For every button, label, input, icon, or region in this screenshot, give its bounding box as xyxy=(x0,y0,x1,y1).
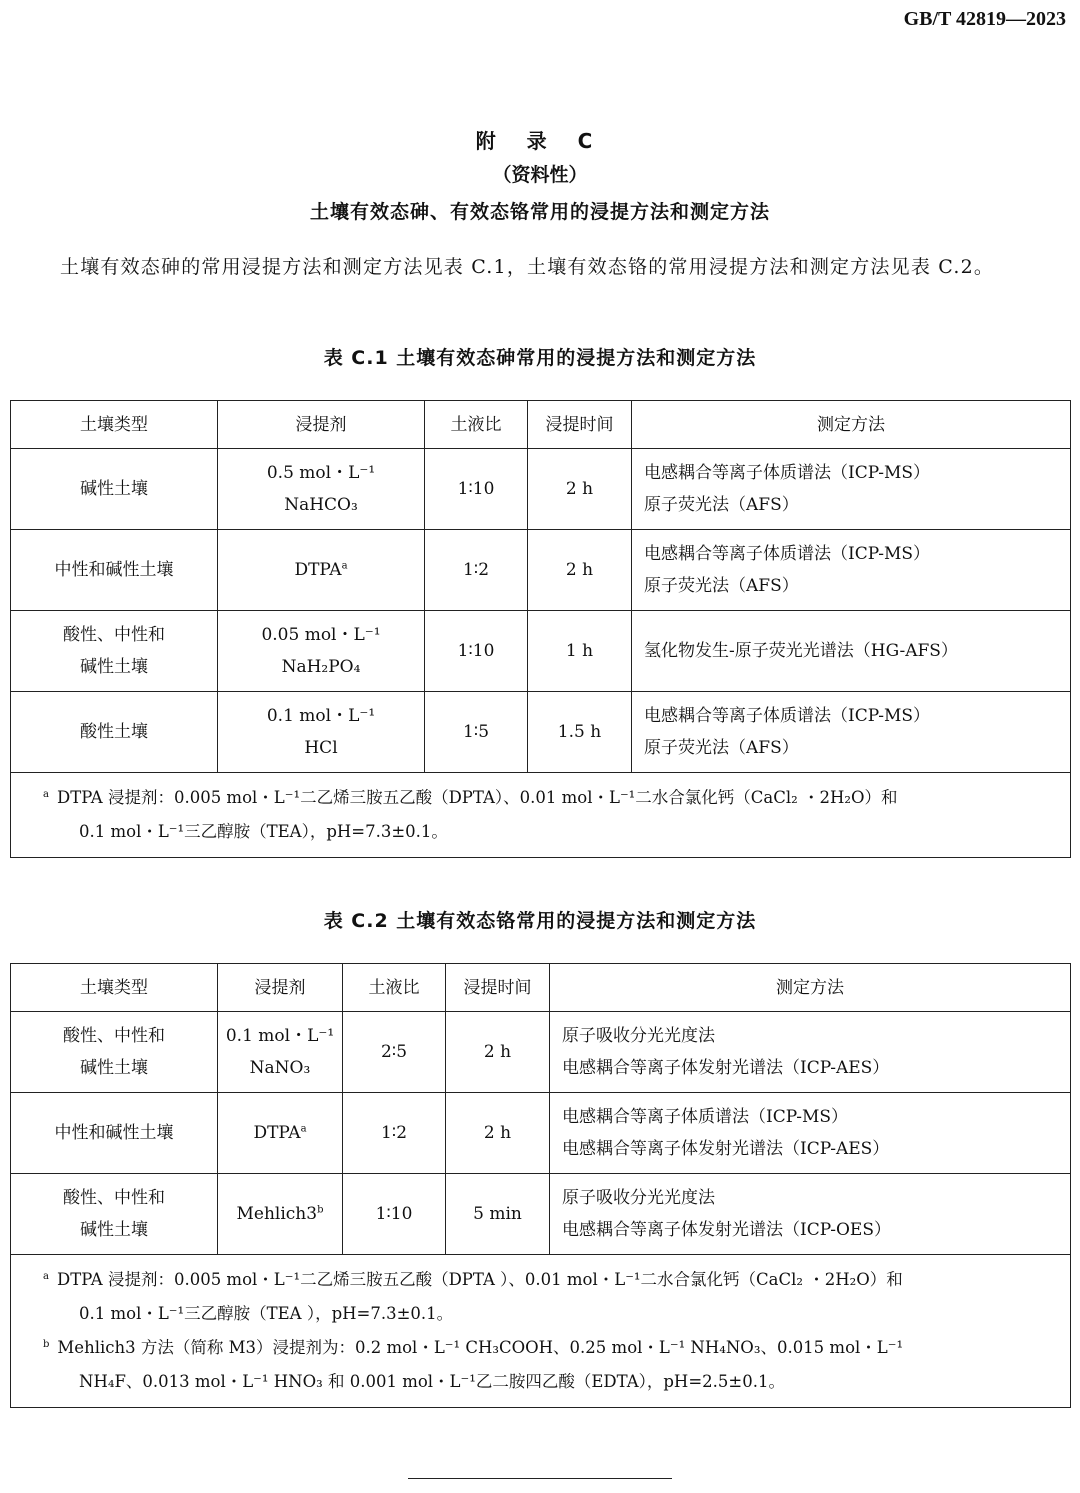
cell-ratio: 1∶2 xyxy=(425,530,528,611)
cell-extractant xyxy=(218,530,425,611)
soil-type-line: 碱性土壤 xyxy=(80,1220,148,1240)
cell-extractant xyxy=(218,1174,343,1255)
extractant-line xyxy=(224,1020,336,1052)
soil-type-line: 酸性土壤 xyxy=(80,722,148,742)
cell-methods xyxy=(632,611,1071,692)
extractant-line xyxy=(224,1052,336,1084)
note-line xyxy=(61,1365,1058,1399)
method-line: 电感耦合等离子体质谱法（ICP-MS） xyxy=(644,463,931,483)
annex-title-block xyxy=(0,124,1080,232)
extractant-line xyxy=(224,489,418,521)
soil-type-line: 碱性土壤 xyxy=(80,1058,148,1078)
table-notes-row xyxy=(11,1255,1071,1408)
footnote-mark: b xyxy=(43,1338,50,1350)
method-line: 电感耦合等离子体发射光谱法（ICP-AES） xyxy=(562,1058,890,1078)
note-line xyxy=(61,1297,1058,1331)
annex-type: （资料性） xyxy=(492,164,588,186)
note-text: 0.1 mol・L⁻¹三乙醇胺（TEA ），pH=7.3±0.1。 xyxy=(79,1304,454,1323)
cell-ratio: 1∶10 xyxy=(343,1174,446,1255)
table-row xyxy=(11,1174,1071,1255)
cell-methods xyxy=(550,1093,1071,1174)
column-header: 土液比 xyxy=(425,401,528,449)
extractant-line xyxy=(224,1117,336,1149)
extractant-line xyxy=(224,619,418,651)
note-text: DTPA 浸提剂：0.005 mol・L⁻¹二乙烯三胺五乙酸（DPTA）、0.01 mol・L⁻¹二水合氯化钙（CaCl₂ ・2H₂O）和 xyxy=(56,788,898,807)
column-header: 土壤类型 xyxy=(11,401,218,449)
method-line: 原子吸收分光光度法 xyxy=(562,1026,715,1046)
column-header: 土壤类型 xyxy=(11,964,218,1012)
table-c2-caption: 表 C.2 土壤有效态铬常用的浸提方法和测定方法 xyxy=(323,910,757,932)
extractant-text: 0.05 mol・L⁻¹ xyxy=(261,625,381,645)
cell-extractant xyxy=(218,692,425,773)
extractant-line xyxy=(224,457,418,489)
soil-type-line: 碱性土壤 xyxy=(80,657,148,677)
table-notes xyxy=(11,1255,1071,1408)
cell-ratio: 1∶10 xyxy=(425,449,528,530)
method-line: 电感耦合等离子体发射光谱法（ICP-AES） xyxy=(562,1139,890,1159)
cell-time: 5 min xyxy=(446,1174,550,1255)
note-text: DTPA 浸提剂：0.005 mol・L⁻¹二乙烯三胺五乙酸（DPTA ）、0.01 mol・L⁻¹二水合氯化钙（CaCl₂ ・2H₂O）和 xyxy=(56,1270,903,1289)
note-line xyxy=(61,815,1058,849)
method-line: 电感耦合等离子体质谱法（ICP-MS） xyxy=(644,544,931,564)
cell-methods xyxy=(550,1012,1071,1093)
soil-type-line: 中性和碱性土壤 xyxy=(54,560,174,580)
column-header: 浸提剂 xyxy=(218,964,343,1012)
extractant-line xyxy=(224,732,418,764)
footnote-mark: b xyxy=(317,1204,324,1216)
soil-type-line: 酸性、中性和 xyxy=(63,1188,165,1208)
method-line: 原子荧光法（AFS） xyxy=(644,576,799,596)
column-header: 浸提剂 xyxy=(218,401,425,449)
note-text: NH₄F、0.013 mol・L⁻¹ HNO₃ 和 0.001 mol・L⁻¹乙二胺四乙酸（EDTA），pH=2.5±0.1。 xyxy=(79,1372,785,1391)
extractant-text: DTPA xyxy=(294,560,342,580)
cell-time: 2 h xyxy=(528,530,632,611)
table-header-row xyxy=(11,964,1071,1012)
column-header: 浸提时间 xyxy=(446,964,550,1012)
footnote-mark: a xyxy=(341,560,348,572)
table-row xyxy=(11,692,1071,773)
method-line: 电感耦合等离子体质谱法（ICP-MS） xyxy=(644,706,931,726)
cell-ratio: 1∶10 xyxy=(425,611,528,692)
extractant-text: NaH₂PO₄ xyxy=(281,657,361,677)
extractant-line xyxy=(224,554,418,586)
note-line xyxy=(43,781,1058,815)
note-text: Mehlich3 方法（简称 M3）浸提剂为：0.2 mol・L⁻¹ CH₃COOH、0.25 mol・L⁻¹ NH₄NO₃、0.015 mol・L⁻¹ xyxy=(57,1338,904,1357)
cell-soil-type xyxy=(11,1093,218,1174)
table-row xyxy=(11,1093,1071,1174)
cell-time: 1.5 h xyxy=(528,692,632,773)
soil-type-line: 碱性土壤 xyxy=(80,479,148,499)
note-text: 0.1 mol・L⁻¹三乙醇胺（TEA），pH=7.3±0.1。 xyxy=(79,822,448,841)
extractant-text: DTPA xyxy=(253,1123,301,1143)
table-row xyxy=(11,530,1071,611)
annex-title: 附 录 C xyxy=(475,129,605,153)
standard-code: GB/T 42819—2023 xyxy=(903,8,1066,30)
method-line: 原子吸收分光光度法 xyxy=(562,1188,715,1208)
soil-type-line: 中性和碱性土壤 xyxy=(54,1123,174,1143)
table-c2 xyxy=(10,963,1071,1408)
soil-type-line: 酸性、中性和 xyxy=(63,625,165,645)
cell-ratio: 2∶5 xyxy=(343,1012,446,1093)
note-line xyxy=(43,1331,1058,1365)
cell-time: 1 h xyxy=(528,611,632,692)
cell-extractant xyxy=(218,449,425,530)
extractant-line xyxy=(224,1198,336,1230)
cell-soil-type xyxy=(11,611,218,692)
extractant-line xyxy=(224,651,418,683)
cell-methods xyxy=(550,1174,1071,1255)
method-line: 电感耦合等离子体质谱法（ICP-MS） xyxy=(562,1107,849,1127)
cell-methods xyxy=(632,530,1071,611)
table-notes-row xyxy=(11,773,1071,858)
extractant-text: NaNO₃ xyxy=(249,1058,311,1078)
soil-type-line: 酸性、中性和 xyxy=(63,1026,165,1046)
extractant-text: HCl xyxy=(304,738,338,758)
column-header: 土液比 xyxy=(343,964,446,1012)
cell-ratio: 1∶5 xyxy=(425,692,528,773)
table-notes xyxy=(11,773,1071,858)
method-line: 原子荧光法（AFS） xyxy=(644,738,799,758)
cell-extractant xyxy=(218,611,425,692)
table-header-row xyxy=(11,401,1071,449)
method-line: 氢化物发生-原子荧光光谱法（HG-AFS） xyxy=(644,641,958,661)
note-line xyxy=(43,1263,1058,1297)
extractant-text: 0.1 mol・L⁻¹ xyxy=(266,706,376,726)
footnote-mark: a xyxy=(43,788,49,800)
cell-ratio: 1∶2 xyxy=(343,1093,446,1174)
cell-time: 2 h xyxy=(446,1093,550,1174)
table-row xyxy=(11,449,1071,530)
cell-extractant xyxy=(218,1012,343,1093)
cell-methods xyxy=(632,692,1071,773)
footnote-mark: a xyxy=(300,1123,307,1135)
footer-rule xyxy=(408,1478,672,1479)
table-c1-caption: 表 C.1 土壤有效态砷常用的浸提方法和测定方法 xyxy=(323,347,757,369)
method-line: 电感耦合等离子体发射光谱法（ICP-OES） xyxy=(562,1220,891,1240)
column-header: 测定方法 xyxy=(632,401,1071,449)
cell-soil-type xyxy=(11,1174,218,1255)
table-c1 xyxy=(10,400,1071,858)
cell-time: 2 h xyxy=(446,1012,550,1093)
table-row xyxy=(11,611,1071,692)
cell-soil-type xyxy=(11,1012,218,1093)
intro-paragraph: 土壤有效态砷的常用浸提方法和测定方法见表 C.1，土壤有效态铬的常用浸提方法和测定方法见表 C.2。 xyxy=(60,256,995,278)
method-line: 原子荧光法（AFS） xyxy=(644,495,799,515)
cell-methods xyxy=(632,449,1071,530)
cell-extractant xyxy=(218,1093,343,1174)
extractant-text: Mehlich3 xyxy=(236,1204,318,1224)
extractant-text: 0.5 mol・L⁻¹ xyxy=(266,463,376,483)
cell-time: 2 h xyxy=(528,449,632,530)
annex-heading: 土壤有效态砷、有效态铬常用的浸提方法和测定方法 xyxy=(309,201,770,223)
cell-soil-type xyxy=(11,692,218,773)
table-row xyxy=(11,1012,1071,1093)
extractant-line xyxy=(224,700,418,732)
cell-soil-type xyxy=(11,449,218,530)
column-header: 测定方法 xyxy=(550,964,1071,1012)
extractant-text: NaHCO₃ xyxy=(284,495,358,515)
extractant-text: 0.1 mol・L⁻¹ xyxy=(225,1026,335,1046)
footnote-mark: a xyxy=(43,1270,49,1282)
cell-soil-type xyxy=(11,530,218,611)
column-header: 浸提时间 xyxy=(528,401,632,449)
